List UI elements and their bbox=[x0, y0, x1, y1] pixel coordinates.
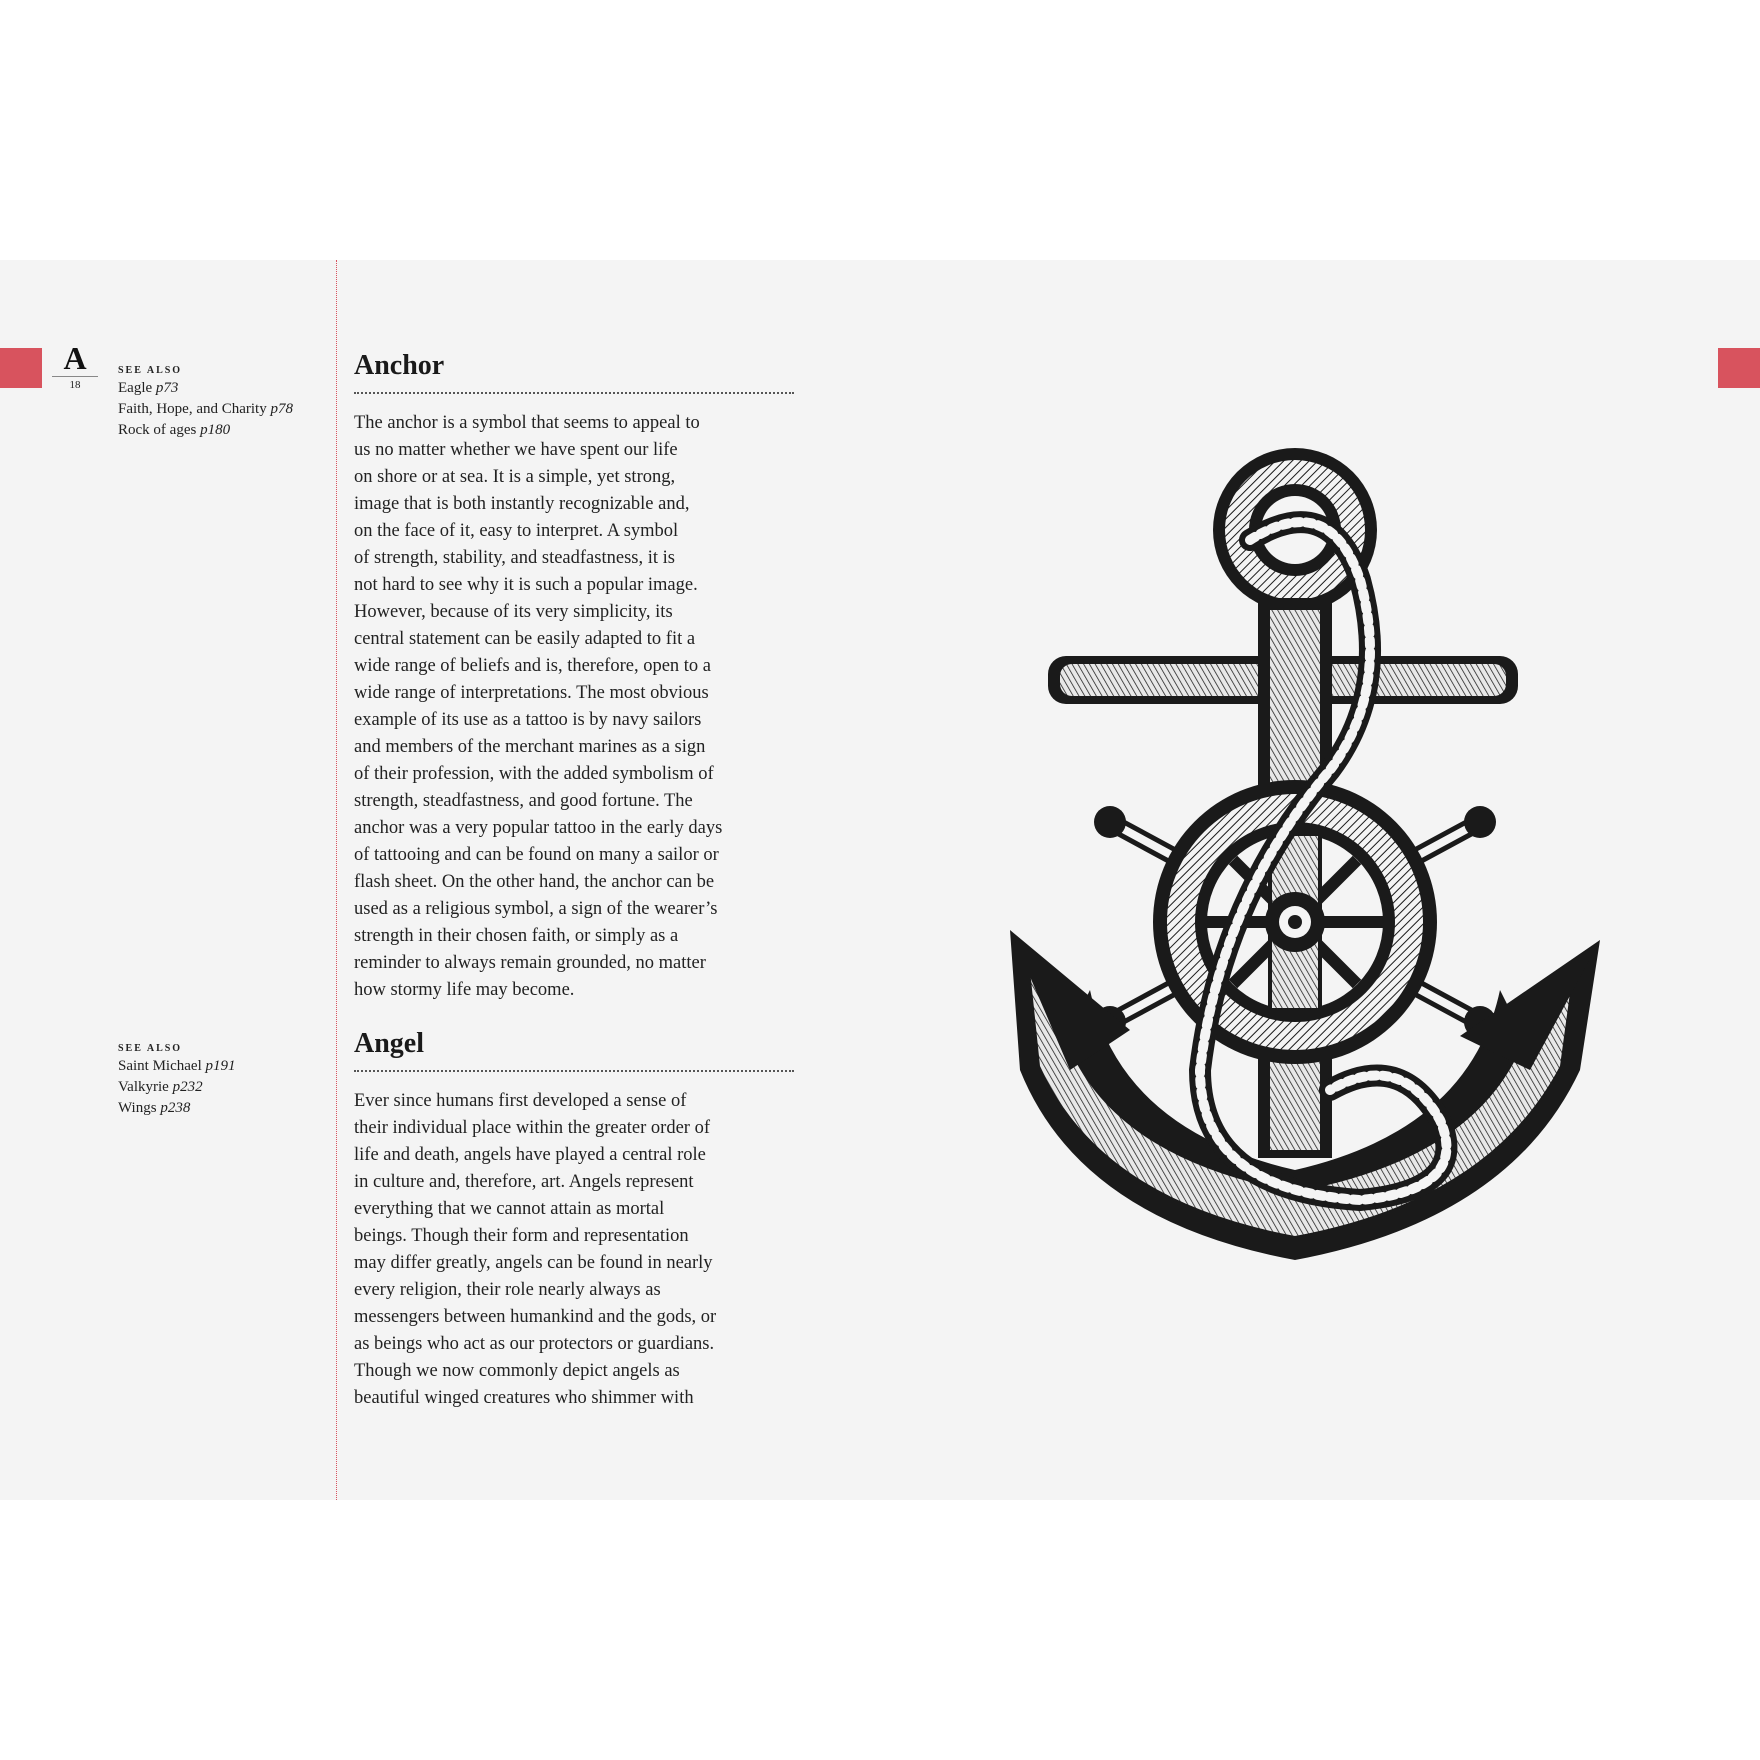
see-also-anchor bbox=[118, 364, 328, 441]
see-also-angel bbox=[118, 1042, 328, 1119]
text-line: reminder to always remain grounded, no matter bbox=[354, 953, 706, 973]
text-line: flash sheet. On the other hand, the anchor can be bbox=[354, 872, 715, 892]
text-line: and members of the merchant marines as a sign bbox=[354, 737, 706, 757]
text-line: strength, steadfastness, and good fortune. The bbox=[354, 791, 693, 811]
text-line: on shore or at sea. It is a simple, yet strong, bbox=[354, 467, 676, 487]
article-body bbox=[354, 1088, 794, 1412]
text-line: of strength, stability, and steadfastness, it is bbox=[354, 548, 675, 568]
letter-divider bbox=[52, 376, 98, 377]
see-also-label: SEE ALSO bbox=[118, 1043, 183, 1054]
column-divider bbox=[336, 260, 337, 1500]
text-line: The anchor is a symbol that seems to appeal to bbox=[354, 413, 700, 433]
text-line: example of its use as a tattoo is by navy sailors bbox=[354, 710, 702, 730]
see-also-label: SEE ALSO bbox=[118, 365, 183, 376]
article-title: Anchor bbox=[354, 348, 794, 394]
text-line: life and death, angels have played a central role bbox=[354, 1145, 706, 1165]
see-also-item[interactable]: Eagle p73 bbox=[118, 380, 179, 396]
text-line: Though we now commonly depict angels as bbox=[354, 1361, 680, 1381]
text-line: image that is both instantly recognizable and, bbox=[354, 494, 690, 514]
text-line: of their profession, with the added symbolism of bbox=[354, 764, 714, 784]
text-line: central statement can be easily adapted to fit a bbox=[354, 629, 696, 649]
text-line: beautiful winged creatures who shimmer with bbox=[354, 1388, 694, 1408]
text-line: wide range of interpretations. The most obvious bbox=[354, 683, 709, 703]
article-body bbox=[354, 410, 794, 1004]
chapter-tab-right bbox=[1718, 348, 1760, 388]
text-line: beings. Though their form and representation bbox=[354, 1226, 689, 1246]
section-letter: A bbox=[63, 340, 87, 376]
text-line: anchor was a very popular tattoo in the early days bbox=[354, 818, 723, 838]
text-line: everything that we cannot attain as mortal bbox=[354, 1199, 665, 1219]
page-number: 18 bbox=[69, 379, 81, 391]
text-line: their individual place within the greater order of bbox=[354, 1118, 710, 1138]
text-line: how stormy life may become. bbox=[354, 980, 575, 1000]
chapter-tab-left bbox=[0, 348, 42, 388]
text-line: every religion, their role nearly always as bbox=[354, 1280, 661, 1300]
see-also-item[interactable]: Faith, Hope, and Charity p78 bbox=[118, 401, 293, 417]
text-line: as beings who act as our protectors or guardians. bbox=[354, 1334, 715, 1354]
article-angel bbox=[354, 1026, 794, 1412]
text-line: may differ greatly, angels can be found in nearly bbox=[354, 1253, 713, 1273]
text-line: of tattooing and can be found on many a sailor or bbox=[354, 845, 719, 865]
text-line: on the face of it, easy to interpret. A symbol bbox=[354, 521, 679, 541]
text-line: However, because of its very simplicity, its bbox=[354, 602, 673, 622]
anchor-with-ships-wheel-icon bbox=[1000, 430, 1610, 1290]
book-spread bbox=[0, 260, 1760, 1500]
text-line: in culture and, therefore, art. Angels represent bbox=[354, 1172, 694, 1192]
article-anchor bbox=[354, 348, 794, 1004]
section-letter-mark bbox=[56, 340, 94, 392]
text-line: used as a religious symbol, a sign of the wearer’s bbox=[354, 899, 718, 919]
article-title: Angel bbox=[354, 1026, 794, 1072]
text-line: messengers between humankind and the gods, or bbox=[354, 1307, 717, 1327]
see-also-item[interactable]: Saint Michael p191 bbox=[118, 1058, 236, 1074]
text-line: us no matter whether we have spent our life bbox=[354, 440, 678, 460]
see-also-item[interactable]: Valkyrie p232 bbox=[118, 1079, 203, 1095]
text-line: wide range of beliefs and is, therefore, open to a bbox=[354, 656, 712, 676]
text-line: Ever since humans first developed a sense of bbox=[354, 1091, 687, 1111]
see-also-item[interactable]: Wings p238 bbox=[118, 1100, 191, 1116]
see-also-item[interactable]: Rock of ages p180 bbox=[118, 422, 231, 438]
text-line: strength in their chosen faith, or simply as a bbox=[354, 926, 679, 946]
text-line: not hard to see why it is such a popular image. bbox=[354, 575, 698, 595]
